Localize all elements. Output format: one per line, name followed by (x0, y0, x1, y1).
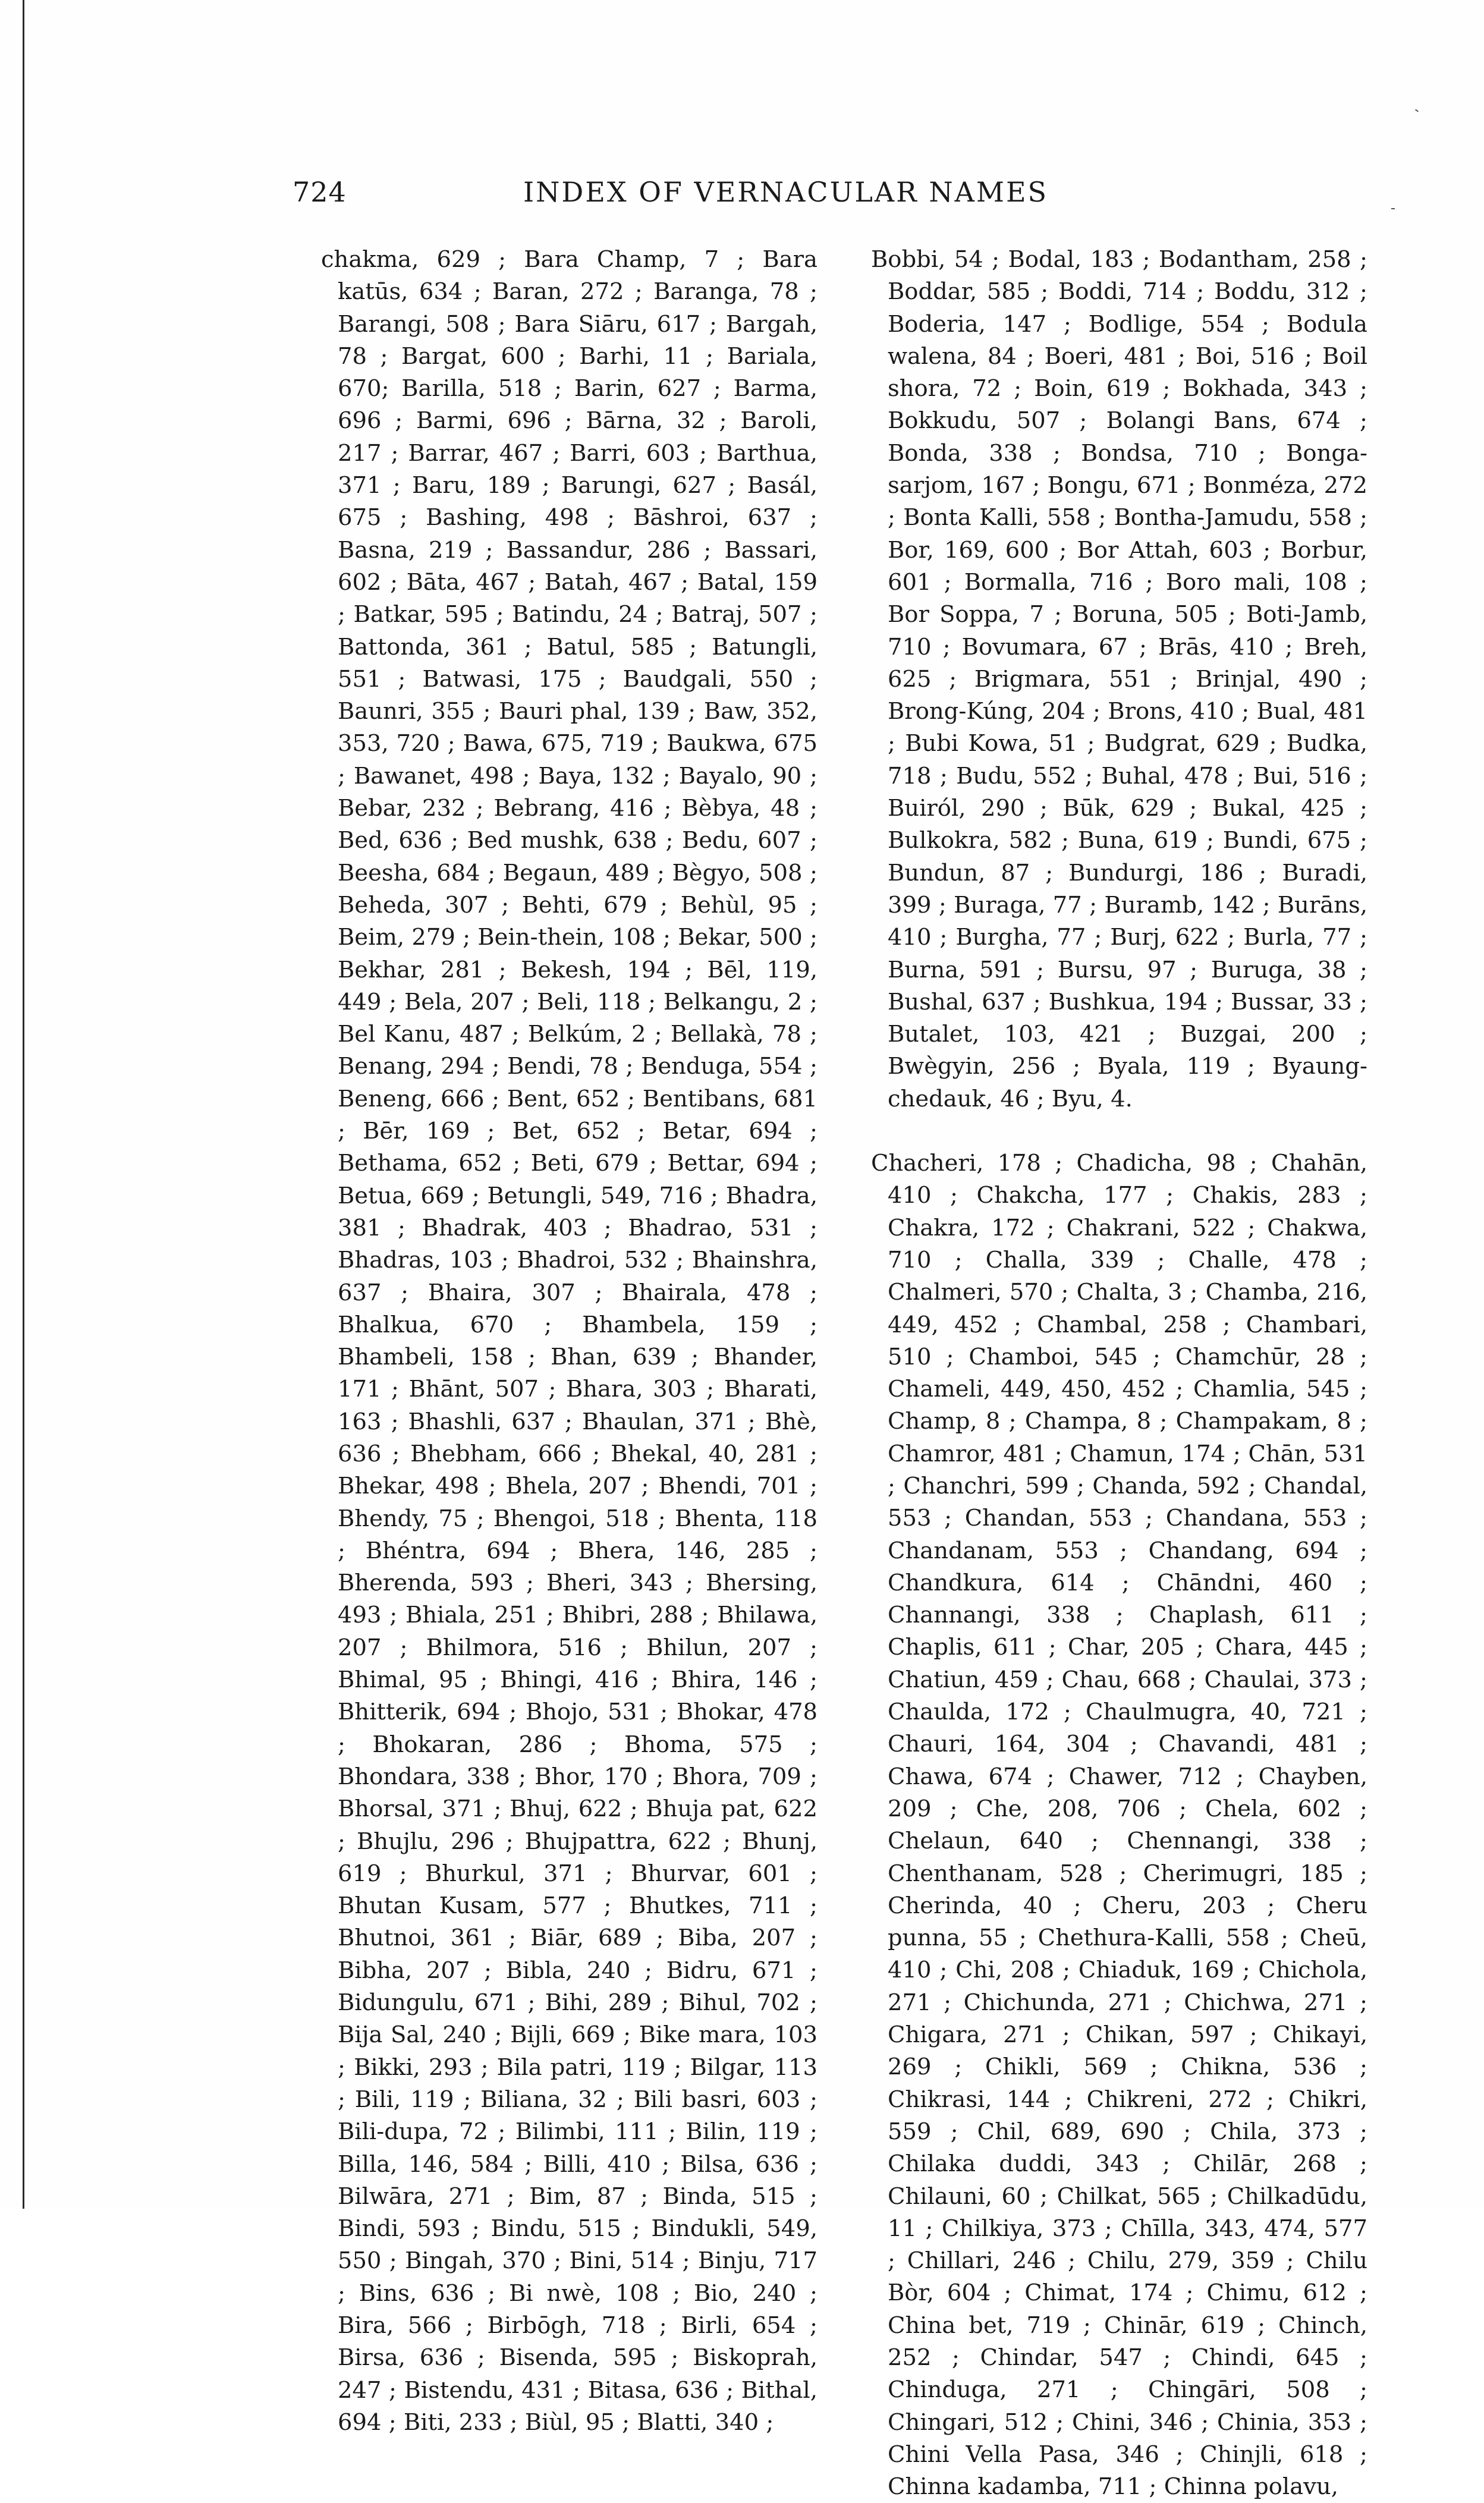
page-header (0, 176, 1484, 218)
right-column (871, 244, 1367, 2503)
section-gap (871, 1115, 1367, 1147)
index-entries-b: chakma, 629 ; Bara Champ, 7 ; Bara katūs, 634 ; Baran, 272 ; Baranga, 78 ; Barangi, 508 ; Bara Siāru, 617 ; Bargah, 78 ; Bargat, 600 ; Barhi, 11 ; Bariala, 670; Barilla, 518 ; Barin, 627 ; Barma, 696 ; Barmi, 696 ; Bārna, 32 ; Baroli, 217 ; Barrar, 467 ; Barri, 603 ; Barthua, 371 ; Baru, 189 ; Barungi, 627 ; Basál, 675 ; Bashing, 498 ; Bāshroi, 637 ; Basna, 219 ; Bassandur, 286 ; Bassari, 602 ; Bāta, 467 ; Batah, 467 ; Batal, 159 ; Batkar, 595 ; Batindu, 24 ; Batraj, 507 ; Battonda, 361 ; Batul, 585 ; Batungli, 551 ; Batwasi, 175 ; Baudgali, 550 ; Baunri, 355 ; Bauri phal, 139 ; Baw, 352, 353, 720 ; Bawa, 675, 719 ; Baukwa, 675 ; Bawanet, 498 ; Baya, 132 ; Bayalo, 90 ; Bebar, 232 ; Bebrang, 416 ; Bèbya, 48 ; Bed, 636 ; Bed mushk, 638 ; Bedu, 607 ; Beesha, 684 ; Begaun, 489 ; Bègyo, 508 ; Beheda, 307 ; Behti, 679 ; Behùl, 95 ; Beim, 279 ; Bein-thein, 108 ; Bekar, 500 ; Bekhar, 281 ; Bekesh, 194 ; Bēl, 119, 449 ; Bela, 207 ; Beli, 118 ; Belkangu, 2 ; Bel Kanu, 487 ; Belkúm, 2 ; Bellakà, 78 ; Benang, 294 ; Bendi, 78 ; Benduga, 554 ; Beneng, 666 ; Bent, 652 ; Bentibans, 681 ; Bēr, 169 ; Bet, 652 ; Betar, 694 ; Bethama, 652 ; Beti, 679 ; Bettar, 694 ; Betua, 669 ; Betungli, 549, 716 ; Bhadra, 381 ; Bhadrak, 403 ; Bhadrao, 531 ; Bhadras, 103 ; Bhadroi, 532 ; Bhainshra, 637 ; Bhaira, 307 ; Bhairala, 478 ; Bhalkua, 670 ; Bhambela, 159 ; Bhambeli, 158 ; Bhan, 639 ; Bhander, 171 ; Bhānt, 507 ; Bhara, 303 ; Bharati, 163 ; Bhashli, 637 ; Bhaulan, 371 ; Bhè, 636 ; Bhebham, 666 ; Bhekal, 40, 281 ; Bhekar, 498 ; Bhela, 207 ; Bhendi, 701 ; Bhendy, 75 ; Bhengoi, 518 ; Bhenta, 118 ; Bhéntra, 694 ; Bhera, 146, 285 ; Bherenda, 593 ; Bheri, 343 ; Bhersing, 493 ; Bhiala, 251 ; Bhibri, 288 ; Bhilawa, 207 ; Bhilmora, 516 ; Bhilun, 207 ; Bhimal, 95 ; Bhingi, 416 ; Bhira, 146 ; Bhitterik, 694 ; Bhojo, 531 ; Bhokar, 478 ; Bhokaran, 286 ; Bhoma, 575 ; Bhondara, 338 ; Bhor, 170 ; Bhora, 709 ; Bhorsal, 371 ; Bhuj, 622 ; Bhuja pat, 622 ; Bhujlu, 296 ; Bhujpattra, 622 ; Bhunj, 619 ; Bhurkul, 371 ; Bhurvar, 601 ; Bhutan Kusam, 577 ; Bhutkes, 711 ; Bhutnoi, 361 ; Biār, 689 ; Biba, 207 ; Bibha, 207 ; Bibla, 240 ; Bidru, 671 ; Bidungulu, 671 ; Bihi, 289 ; Bihul, 702 ; Bija Sal, 240 ; Bijli, 669 ; Bike mara, 103 ; Bikki, 293 ; Bila patri, 119 ; Bilgar, 113 ; Bili, 119 ; Biliana, 32 ; Bili basri, 603 ; Bili-dupa, 72 ; Bilimbi, 111 ; Bilin, 119 ; Billa, 146, 584 ; Billi, 410 ; Bilsa, 636 ; Bilwāra, 271 ; Bim, 87 ; Binda, 515 ; Bindi, 593 ; Bindu, 515 ; Bindukli, 549, 550 ; Bingah, 370 ; Bini, 514 ; Binju, 717 ; Bins, 636 ; Bi nwè, 108 ; Bio, 240 ; Bira, 566 ; Birbōgh, 718 ; Birli, 654 ; Birsa, 636 ; Bisenda, 595 ; Biskoprah, 247 ; Bistendu, 431 ; Bitasa, 636 ; Bithal, 694 ; Biti, 233 ; Biùl, 95 ; Blatti, 340 ; (321, 246, 818, 2436)
left-column (321, 244, 818, 2439)
index-entries-bo: Bobbi, 54 ; Bodal, 183 ; Bodantham, 258 ; Boddar, 585 ; Boddi, 714 ; Boddu, 312 ; Boderia, 147 ; Bodlige, 554 ; Bodula walena, 84 ; Boeri, 481 ; Boi, 516 ; Boil shora, 72 ; Boin, 619 ; Bokhada, 343 ; Bokkudu, 507 ; Bolangi Bans, 674 ; Bonda, 338 ; Bondsa, 710 ; Bonga-sarjom, 167 ; Bongu, 671 ; Bonméza, 272 ; Bonta Kalli, 558 ; Bontha-Jamudu, 558 ; Bor, 169, 600 ; Bor Attah, 603 ; Borbur, 601 ; Bormalla, 716 ; Boro mali, 108 ; Bor Soppa, 7 ; Boruna, 505 ; Boti-Jamb, 710 ; Bovumara, 67 ; Brās, 410 ; Breh, 625 ; Brigmara, 551 ; Brinjal, 490 ; Brong-Kúng, 204 ; Brons, 410 ; Bual, 481 ; Bubi Kowa, 51 ; Budgrat, 629 ; Budka, 718 ; Budu, 552 ; Buhal, 478 ; Bui, 516 ; Buiról, 290 ; Būk, 629 ; Bukal, 425 ; Bulkokra, 582 ; Buna, 619 ; Bundi, 675 ; Bundun, 87 ; Bundurgi, 186 ; Buradi, 399 ; Buraga, 77 ; Buramb, 142 ; Burāns, 410 ; Burgha, 77 ; Burj, 622 ; Burla, 77 ; Burna, 591 ; Bursu, 97 ; Buruga, 38 ; Bushal, 637 ; Bushkua, 194 ; Bussar, 33 ; Butalet, 103, 421 ; Buzgai, 200 ; Bwègyin, 256 ; Byala, 119 ; Byaung-chedauk, 46 ; Byu, 4. (871, 246, 1367, 1112)
page-number: 724 (293, 176, 347, 208)
index-entries-ch: Chacheri, 178 ; Chadicha, 98 ; Chahān, 410 ; Chakcha, 177 ; Chakis, 283 ; Chakra, 172 ; Chakrani, 522 ; Chakwa, 710 ; Challa, 339 ; Challe, 478 ; Chalmeri, 570 ; Chalta, 3 ; Chamba, 216, 449, 452 ; Chambal, 258 ; Chambari, 510 ; Chamboi, 545 ; Chamchūr, 28 ; Chameli, 449, 450, 452 ; Chamlia, 545 ; Champ, 8 ; Champa, 8 ; Champakam, 8 ; Chamror, 481 ; Chamun, 174 ; Chān, 531 ; Chanchri, 599 ; Chanda, 592 ; Chandal, 553 ; Chandan, 553 ; Chandana, 553 ; Chandanam, 553 ; Chandang, 694 ; Chandkura, 614 ; Chāndni, 460 ; Channangi, 338 ; Chaplash, 611 ; Chaplis, 611 ; Char, 205 ; Chara, 445 ; Chatiun, 459 ; Chau, 668 ; Chaulai, 373 ; Chaulda, 172 ; Chaulmugra, 40, 721 ; Chauri, 164, 304 ; Chavandi, 481 ; Chawa, 674 ; Chawer, 712 ; Chayben, 209 ; Che, 208, 706 ; Chela, 602 ; Chelaun, 640 ; Chennangi, 338 ; Chenthanam, 528 ; Cherimugri, 185 ; Cherinda, 40 ; Cheru, 203 ; Cheru punna, 55 ; Chethura-Kalli, 558 ; Cheū, 410 ; Chi, 208 ; Chiaduk, 169 ; Chichola, 271 ; Chichunda, 271 ; Chichwa, 271 ; Chigara, 271 ; Chikan, 597 ; Chikayi, 269 ; Chikli, 569 ; Chikna, 536 ; Chikrasi, 144 ; Chikreni, 272 ; Chikri, 559 ; Chil, 689, 690 ; Chila, 373 ; Chilaka duddi, 343 ; Chilār, 268 ; Chilauni, 60 ; Chilkat, 565 ; Chilkadūdu, 11 ; Chilkiya, 373 ; Chīlla, 343, 474, 577 ; Chillari, 246 ; Chilu, 279, 359 ; Chilu Bòr, 604 ; Chimat, 174 ; Chimu, 612 ; China bet, 719 ; Chinār, 619 ; Chinch, 252 ; Chindar, 547 ; Chindi, 645 ; Chinduga, 271 ; Chingāri, 508 ; Chingari, 512 ; Chini, 346 ; Chinia, 353 ; Chini Vella Pasa, 346 ; Chinjli, 618 ; Chinna kadamba, 711 ; Chinna polavu, (871, 1150, 1367, 2501)
binding-edge (23, 0, 24, 2209)
stray-mark (1415, 109, 1419, 112)
stray-mark (1391, 208, 1395, 209)
running-title: INDEX OF VERNACULAR NAMES (523, 176, 1049, 208)
